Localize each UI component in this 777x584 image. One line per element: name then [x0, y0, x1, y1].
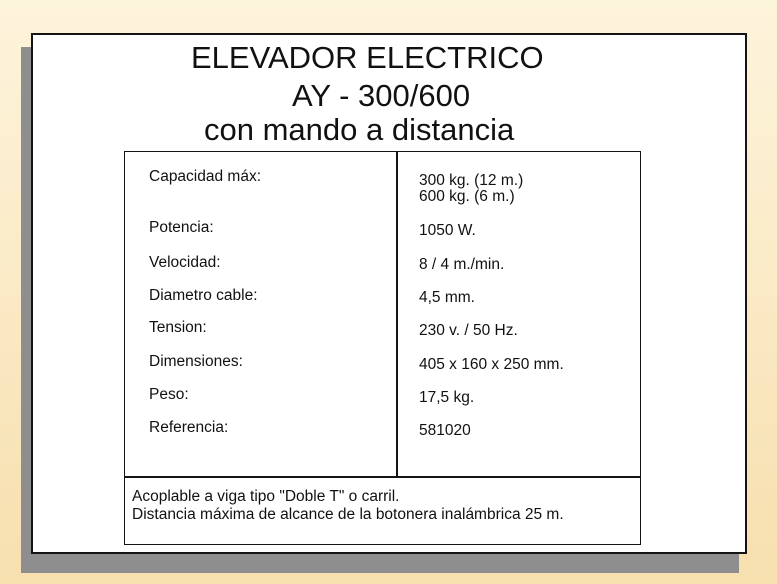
spec-label-referencia: Referencia:: [149, 419, 229, 436]
spec-value-capacidad-6m: 600 kg. (6 m.): [419, 188, 515, 205]
spec-table: [124, 151, 641, 545]
title-line-3: con mando a distancia: [204, 112, 515, 147]
spec-value-tension: 230 v. / 50 Hz.: [419, 322, 518, 339]
title-line-2: AY - 300/600: [292, 78, 471, 113]
spec-value-velocidad: 8 / 4 m./min.: [419, 256, 505, 273]
notes-divider: [125, 476, 640, 478]
title-line-1: ELEVADOR ELECTRICO: [191, 40, 544, 75]
spec-label-velocidad: Velocidad:: [149, 254, 221, 271]
spec-value-dimensiones: 405 x 160 x 250 mm.: [419, 356, 564, 373]
spec-value-potencia: 1050 W.: [419, 222, 476, 239]
notes-block: [132, 488, 564, 523]
spec-value-diametro: 4,5 mm.: [419, 289, 475, 306]
spec-label-dimensiones: Dimensiones:: [149, 353, 243, 370]
spec-value-referencia: 581020: [419, 422, 471, 439]
spec-value-peso: 17,5 kg.: [419, 389, 475, 406]
column-divider: [396, 152, 398, 476]
note-line-2: Distancia máxima de alcance de la botonera inalámbrica 25 m.: [132, 505, 564, 523]
product-card: [31, 33, 747, 554]
spec-label-potencia: Potencia:: [149, 219, 214, 236]
spec-value-capacidad-12m: 300 kg. (12 m.): [419, 172, 524, 189]
spec-label-diametro: Diametro cable:: [149, 287, 258, 304]
note-line-1: Acoplable a viga tipo "Doble T" o carril.: [132, 488, 400, 505]
spec-label-tension: Tension:: [149, 319, 207, 336]
spec-label-peso: Peso:: [149, 386, 189, 403]
spec-label-capacidad: Capacidad máx:: [149, 168, 262, 185]
